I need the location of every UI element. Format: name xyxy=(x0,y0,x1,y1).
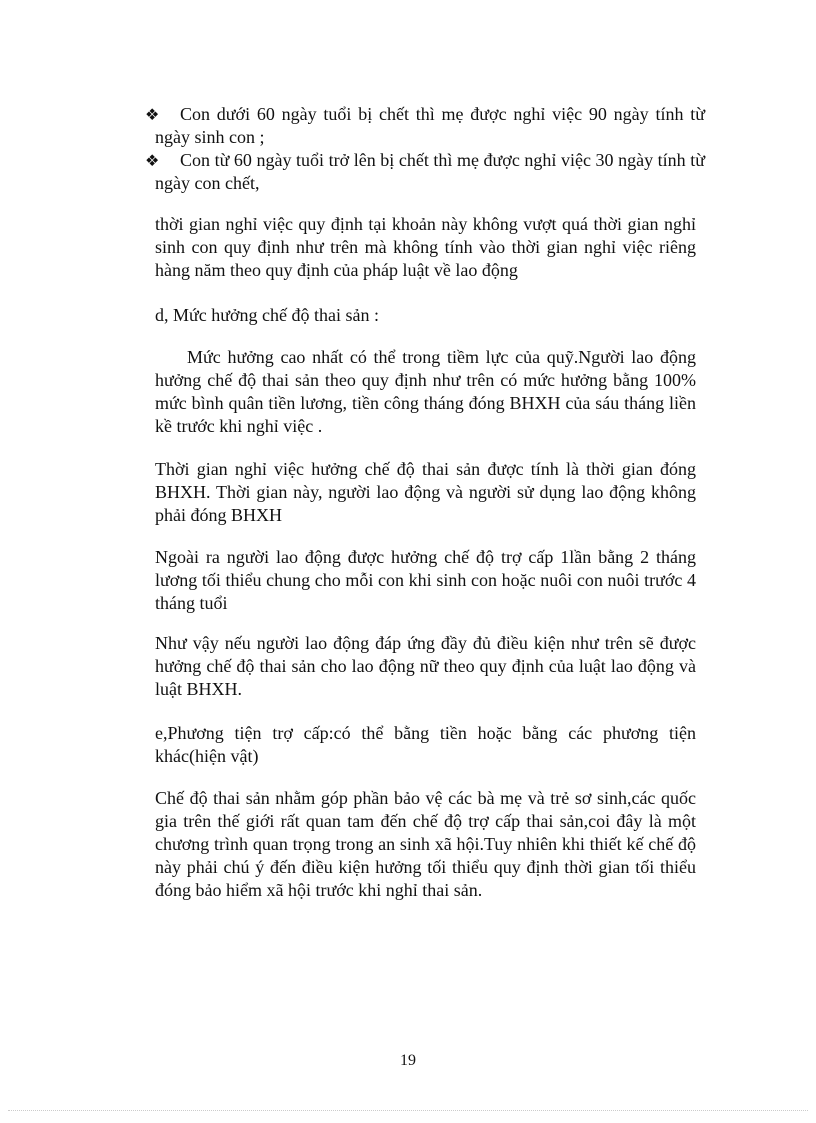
bullet-item xyxy=(145,149,705,195)
paragraph: thời gian nghỉ việc quy định tại khoản này không vượt quá thời gian nghỉ sinh con quy định như trên mà không tính vào thời gian nghỉ việc riêng hàng năm theo quy định của pháp luật về lao động xyxy=(155,214,696,280)
footer-divider xyxy=(8,1110,808,1111)
paragraph: Mức hưởng cao nhất có thể trong tiềm lực của quỹ.Người lao động hưởng chế độ thai sản theo quy định như trên có mức hưởng bằng 100% mức bình quân tiền lương, tiền công tháng đóng BHXH của sáu tháng liền kề trước khi nghỉ việc . xyxy=(155,347,696,436)
section-heading: e,Phương tiện trợ cấp:có thể bằng tiền hoặc bằng các phương tiện khác(hiện vật) xyxy=(155,723,696,766)
paragraph: Chế độ thai sản nhằm góp phần bảo vệ các bà mẹ và trẻ sơ sinh,các quốc gia trên thế giới rất quan tam đến chế độ trợ cấp thai sản,coi đây là một chương trình quan trọng trong an sinh xã hội.Tuy nhiên khi thiết kế chế độ này phải chú ý đến điều kiện hưởng tối thiểu quy định thời gian tối thiểu đóng bảo hiểm xã hội trước khi nghỉ thai sản. xyxy=(155,788,696,900)
diamond-bullet-icon: ❖ xyxy=(145,151,160,170)
page-number: 19 xyxy=(400,1052,416,1069)
bullet-text: Con từ 60 ngày tuổi trở lên bị chết thì mẹ được nghỉ việc 30 ngày tính từ ngày con chết, xyxy=(155,150,705,193)
bullet-item xyxy=(145,103,705,149)
paragraph: Ngoài ra người lao động được hưởng chế độ trợ cấp 1lần bằng 2 tháng lương tối thiểu chung cho mỗi con khi sinh con hoặc nuôi con nuôi trước 4 tháng tuổi xyxy=(155,547,696,613)
paragraph: Như vậy nếu người lao động đáp ứng đầy đủ điều kiện như trên sẽ được hưởng chế độ thai sản cho lao động nữ theo quy định của luật lao động và luật BHXH. xyxy=(155,633,696,699)
bullet-text: Con dưới 60 ngày tuổi bị chết thì mẹ được nghỉ việc 90 ngày tính từ ngày sinh con ; xyxy=(155,104,705,147)
section-heading: d, Mức hưởng chế độ thai sản : xyxy=(155,305,379,325)
paragraph: Thời gian nghỉ việc hưởng chế độ thai sản được tính là thời gian đóng BHXH. Thời gian này, người lao động và người sử dụng lao động không phải đóng BHXH xyxy=(155,459,696,525)
diamond-bullet-icon: ❖ xyxy=(145,105,160,124)
